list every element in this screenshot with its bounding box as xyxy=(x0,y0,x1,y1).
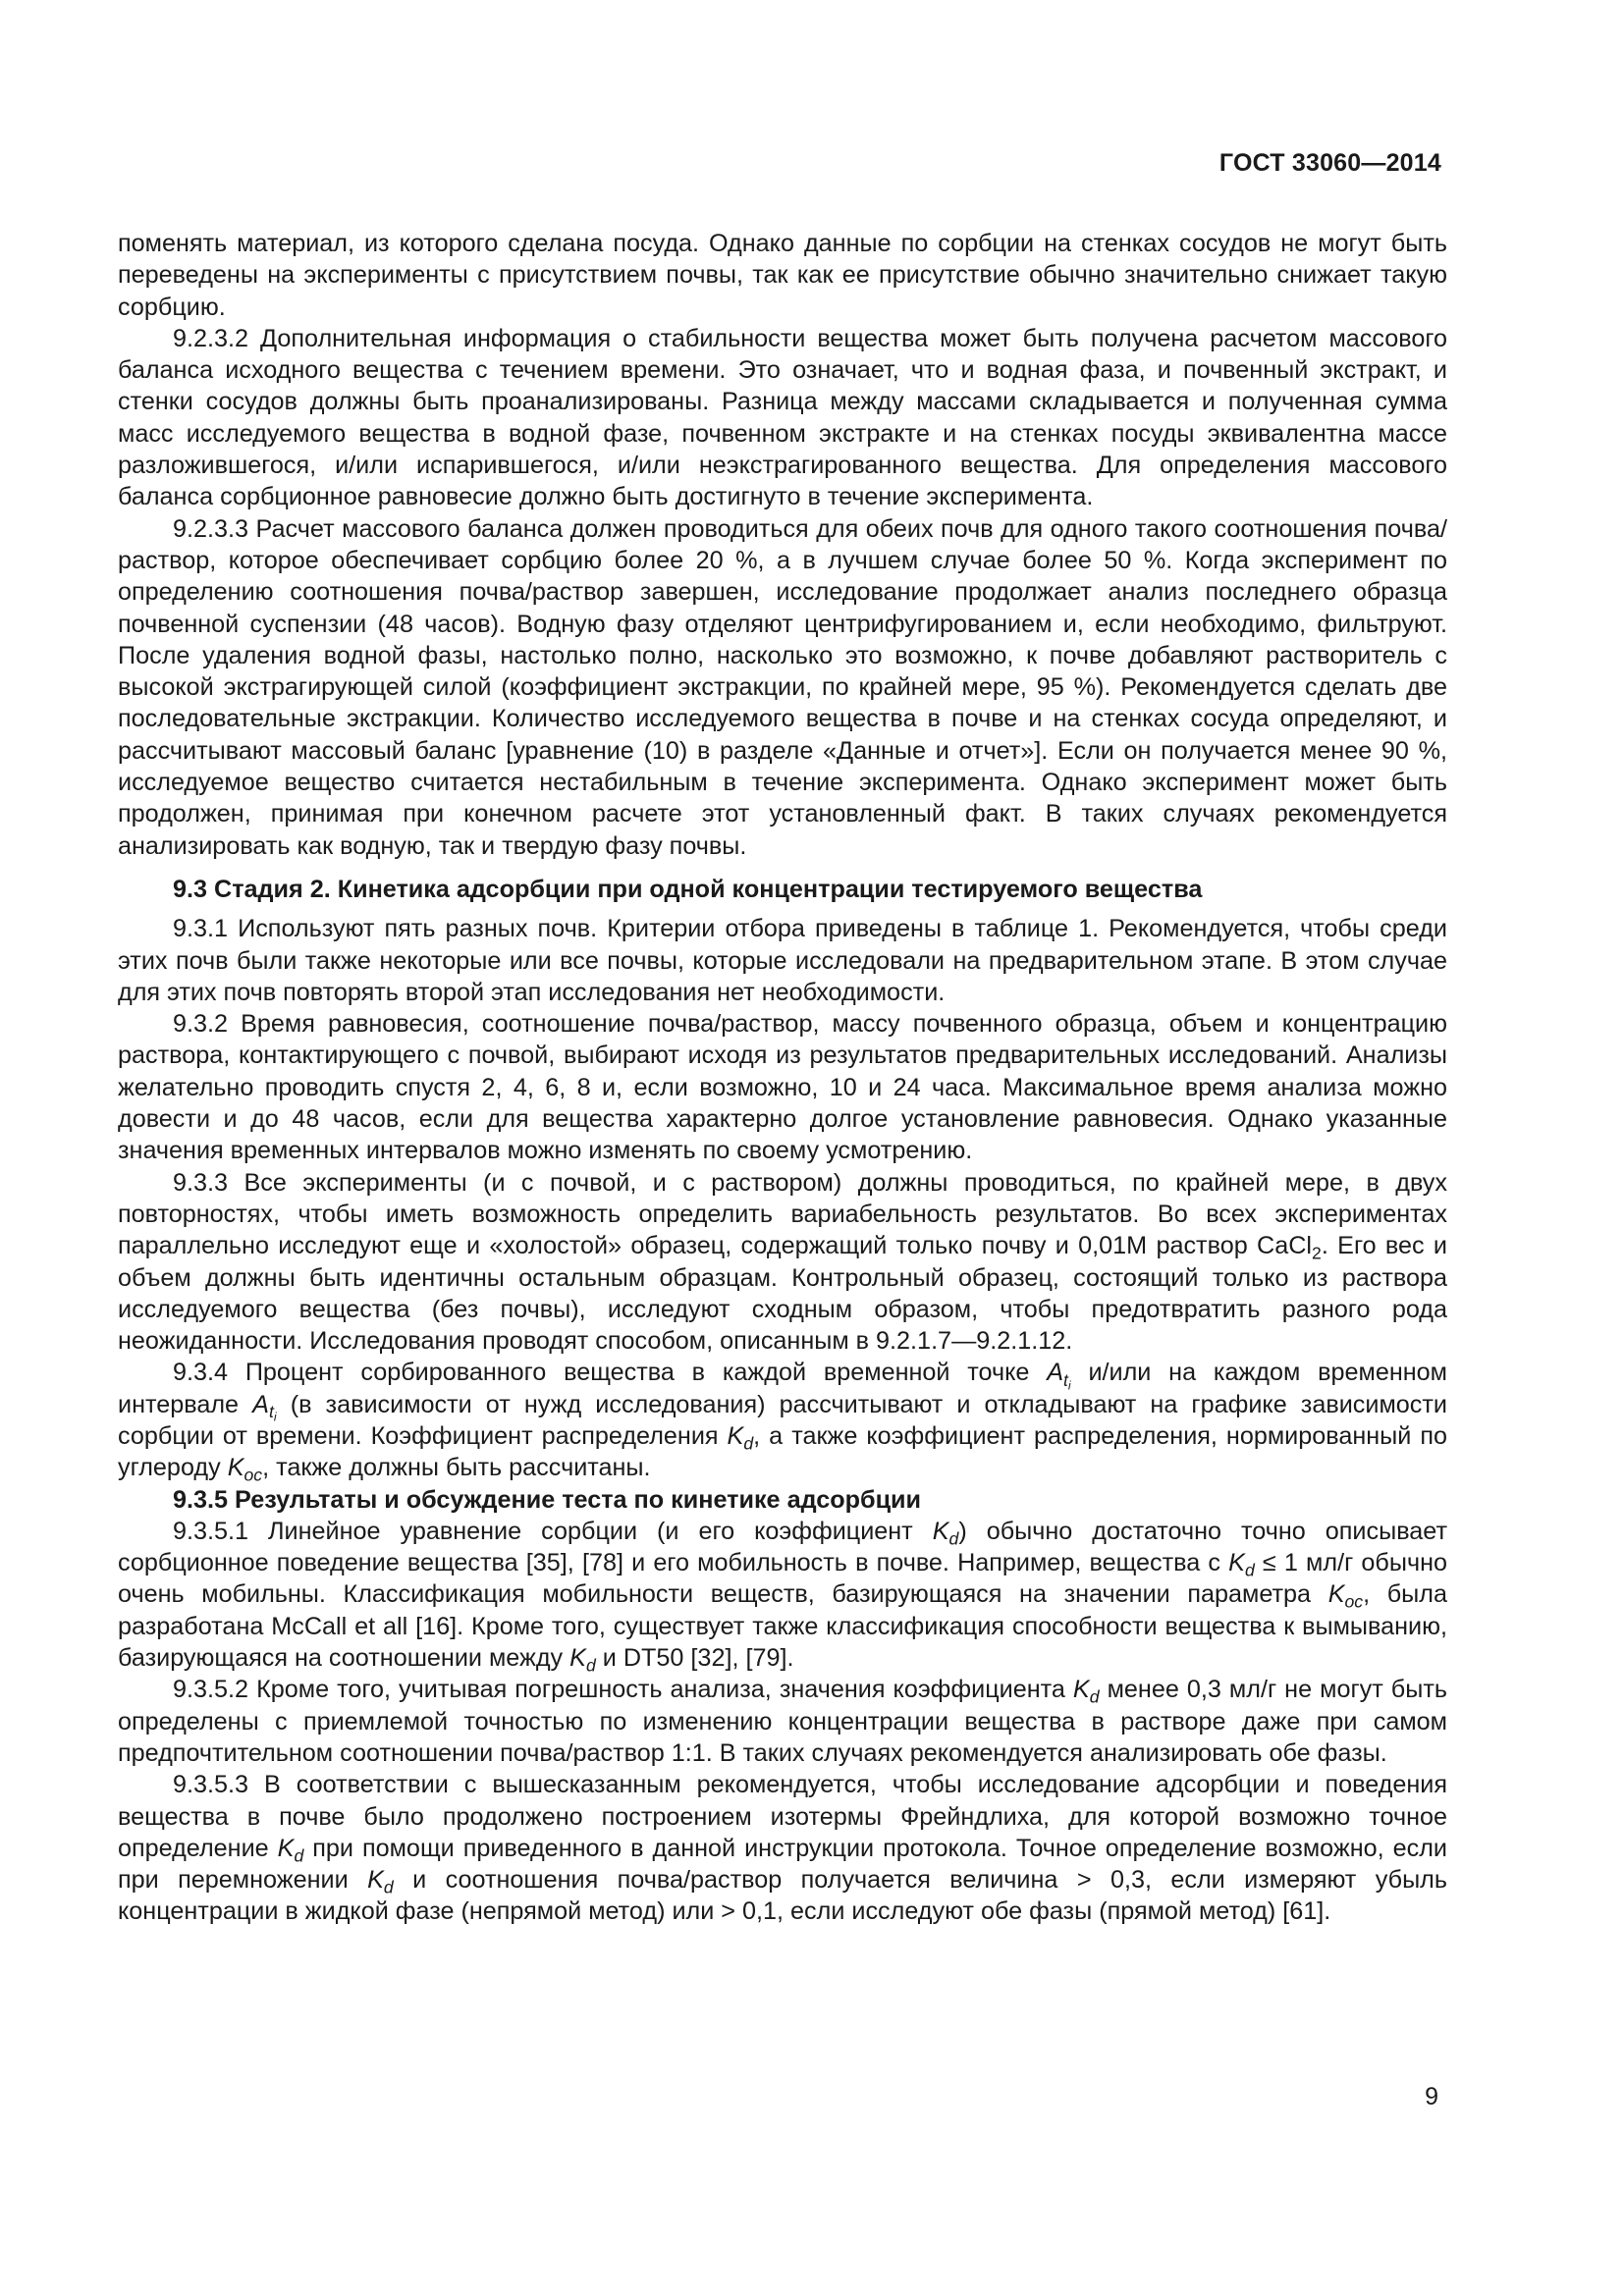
symbol-base: K xyxy=(1228,1549,1245,1577)
symbol-sub: d xyxy=(948,1528,959,1549)
symbol-koc xyxy=(227,1454,263,1485)
symbol-kd xyxy=(727,1421,754,1454)
text-run: 9.3.4 Процент сорбированного вещества в каждой временной точке xyxy=(173,1359,1048,1387)
symbol-kd xyxy=(367,1866,394,1897)
paragraph-9-3-3 xyxy=(118,1167,1447,1358)
paragraph-9-3-2: 9.3.2 Время равновесия, соотношение почва/раствор, массу почвенного образца, объем и концентрацию раствора, контактирующего с почвой, выбирают исходя из результатов предварительных исследований. Анализы желательно проводить спустя 2, 4, 6, 8 и, если возможно, 10 и 24 часа. Максимальное время анализа можно довести и до 48 часов, если для вещества характерно долгое установление равновесия. Однако указанные значения временных интервалов можно изменять по своему усмотрению. xyxy=(118,1010,1447,1165)
symbol-sub: oc xyxy=(1344,1591,1364,1612)
symbol-a-ti xyxy=(1047,1359,1071,1393)
text-run: 9.3.5.2 Кроме того, учитывая погрешность анализа, значения коэффициента xyxy=(173,1676,1073,1704)
symbol-base: K xyxy=(227,1454,244,1482)
paragraph-continuation: поменять материал, из которого сделана посуда. Однако данные по сорбции на стенках сосудов не могут быть переведены на эксперименты с присутствием почвы, так как ее присутствие обычно значительно снижает такую сорбцию. xyxy=(118,230,1447,321)
text-run: менее 0,3 мл/г не могут быть определены с приемлемой точностью по изменению концентрации вещества в растворе даже при самом предпочтительном соотношении почва/раствор 1:1. В таких случаях рекомендуется анализировать обе фазы. xyxy=(118,1676,1447,1767)
text-run: 9.3.5.1 Линейное уравнение сорбции (и его коэффициент xyxy=(173,1517,933,1545)
document-id-header: ГОСТ 33060—2014 xyxy=(1218,149,1441,177)
symbol-base: K xyxy=(727,1421,744,1450)
symbol-sub-i: i xyxy=(273,1410,277,1424)
text-run: ) обычно достаточно точно описывает сорбционное поведение вещества [35], [78] и его мобильность в почве. Например, вещества с xyxy=(118,1517,1448,1577)
symbol-a-ti xyxy=(252,1390,277,1424)
symbol-sub: d xyxy=(1244,1560,1255,1580)
text-run: , а также коэффициент распределения, нормированный по углероду xyxy=(118,1421,1447,1482)
paragraph-9-2-3-2: 9.2.3.2 Дополнительная информация о стабильности вещества может быть получена расчетом массового баланса исходного вещества с течением времени. Это означает, что и водная фаза, и почвенный экстракт, и стенки сосудов должны быть проанализированы. Разница между массами складывается и полученная сумма масс исследуемого вещества в водной фазе, почвенном экстракте и на стенках посуды эквивалентна массе разложившегося, и/или испарившегося, и/или неэкстрагированного вещества. Для определения массового баланса сорбционное равновесие должно быть достигнуто в течение эксперимента. xyxy=(118,324,1447,511)
symbol-sub-i: i xyxy=(1067,1378,1071,1393)
symbol-sub: d xyxy=(294,1845,304,1866)
text-run: (в зависимости от нужд исследования) рассчитывают и откладывают на графике зависимости сорбции от времени. Коэффициент распределения xyxy=(118,1390,1447,1450)
symbol-kd xyxy=(932,1517,959,1549)
symbol-base: K xyxy=(277,1834,295,1862)
text-run: . Его вес и объем должны быть идентичны остальным образцам. Контрольный образец, состоящий только из раствора исследуемого вещества (без почвы), исследуют сходным образом, чтобы предотвратить разного рода неожиданности. Исследования проводят способом, описанным в 9.2.1.7—9.2.1.12. xyxy=(118,1232,1447,1356)
text-run: при помощи приведенного в данной инструкции протокола. Точное определение возможно, если при перемножении xyxy=(118,1834,1447,1895)
symbol-base: A xyxy=(252,1390,269,1418)
text-run: , также должны быть рассчитаны. xyxy=(262,1454,651,1482)
paragraph-9-2-3-3: 9.2.3.3 Расчет массового баланса должен проводиться для обеих почв для одного такого соотношения почва/раствор, которое обеспечивает сорбцию более 20 %, а в лучшем случае более 50 %. Когда эксперимент по определению соотношения почва/раствор завершен, исследование продолжает анализ последнего образца почвенной суспензии (48 часов). Водную фазу отделяют центрифугированием и, если необходимо, фильтруют. После удаления водной фазы, настолько полно, насколько это возможно, к почве добавляют растворитель с высокой экстрагирующей силой (коэффициент экстракции, по крайней мере, 95 %). Рекомендуется сделать две последовательные экстракции. Количество исследуемого вещества в почве и на стенках сосуда определяют, и рассчитывают массовый баланс [уравнение (10) в разделе «Данные и отчет»]. Если он получается менее 90 %, исследуемое вещество считается нестабильным в течение эксперимента. Однако эксперимент может быть продолжен, принимая при конечном расчете этот установленный факт. В таких случаях рекомендуется анализировать как водную, так и твердую фазу почвы. xyxy=(118,514,1447,860)
symbol-sub: d xyxy=(1089,1686,1100,1707)
symbol-sub: oc xyxy=(244,1465,263,1485)
symbol-sub-t: t xyxy=(1063,1369,1068,1390)
symbol-base: K xyxy=(569,1644,586,1673)
paragraph-9-3-5-2 xyxy=(118,1674,1447,1769)
paragraph-9-3-5-3 xyxy=(118,1769,1447,1927)
text-run: , была разработана McCall et all [16]. Кроме того, существует также классификация способности вещества к вымыванию, базирующаяся на соотношении между xyxy=(118,1580,1447,1673)
symbol-base: A xyxy=(1047,1359,1064,1387)
symbol-sub: d xyxy=(585,1655,596,1676)
document-body xyxy=(118,228,1447,1928)
symbol-sub: d xyxy=(743,1433,754,1454)
symbol-base: K xyxy=(1072,1676,1090,1704)
text-run: и DT50 [32], [79]. xyxy=(595,1644,794,1673)
symbol-base: K xyxy=(367,1866,384,1895)
symbol-sub-t: t xyxy=(268,1401,274,1421)
text-run: 9.3.5.3 В соответствии с вышесказанным рекомендуется, чтобы исследование адсорбции и поведения вещества в почве было продолжено построением изотермы Фрейндлиха, для которой возможно точное определение xyxy=(118,1771,1447,1862)
text-run: и/или на каждом временном интервале xyxy=(118,1359,1447,1418)
symbol-kd xyxy=(1072,1676,1100,1707)
symbol-base: K xyxy=(1327,1580,1345,1609)
page-number: 9 xyxy=(1425,2083,1438,2110)
symbol-kd xyxy=(569,1644,596,1676)
text-run: 9.3.3 Все эксперименты (и с почвой, и с раствором) должны проводиться, по крайней мере, в двух повторностях, чтобы иметь возможность определить вариабельность результатов. Во всех экспериментах параллельно исследуют еще и «холостой» образец, содержащий только почву и 0,01M раствор CaCl xyxy=(118,1168,1447,1260)
symbol-kd xyxy=(1228,1549,1255,1580)
symbol-sub xyxy=(1063,1369,1071,1393)
symbol-sub xyxy=(268,1401,277,1424)
symbol-kd xyxy=(277,1834,304,1866)
symbol-base: K xyxy=(932,1517,949,1545)
text-run: ≤ 1 мл/г обычно очень мобильны. Классификация мобильности веществ, базирующаяся на значении параметра xyxy=(118,1549,1447,1609)
section-heading-9-3-5: 9.3.5 Результаты и обсуждение теста по кинетике адсорбции xyxy=(173,1485,922,1514)
section-heading-9-3: 9.3 Стадия 2. Кинетика адсорбции при одной концентрации тестируемого вещества xyxy=(173,875,1203,903)
symbol-koc xyxy=(1327,1580,1364,1612)
paragraph-9-3-1: 9.3.1 Используют пять разных почв. Критерии отбора приведены в таблице 1. Рекомендуется, чтобы среди этих почв были также некоторые или все почвы, которые исследовали на предварительном этапе. В этом случае для этих почв повторять второй этап исследования нет необходимости. xyxy=(118,915,1447,1006)
paragraph-9-3-4 xyxy=(118,1357,1447,1483)
symbol-sub: d xyxy=(383,1877,394,1897)
subscript: 2 xyxy=(1312,1243,1322,1263)
text-run: и соотношения почва/раствор получается величина > 0,3, если измеряют убыль концентрации в жидкой фазе (непрямой метод) или > 0,1, если исследуют обе фазы (прямой метод) [61]. xyxy=(118,1866,1447,1926)
paragraph-9-3-5-1 xyxy=(118,1516,1447,1674)
